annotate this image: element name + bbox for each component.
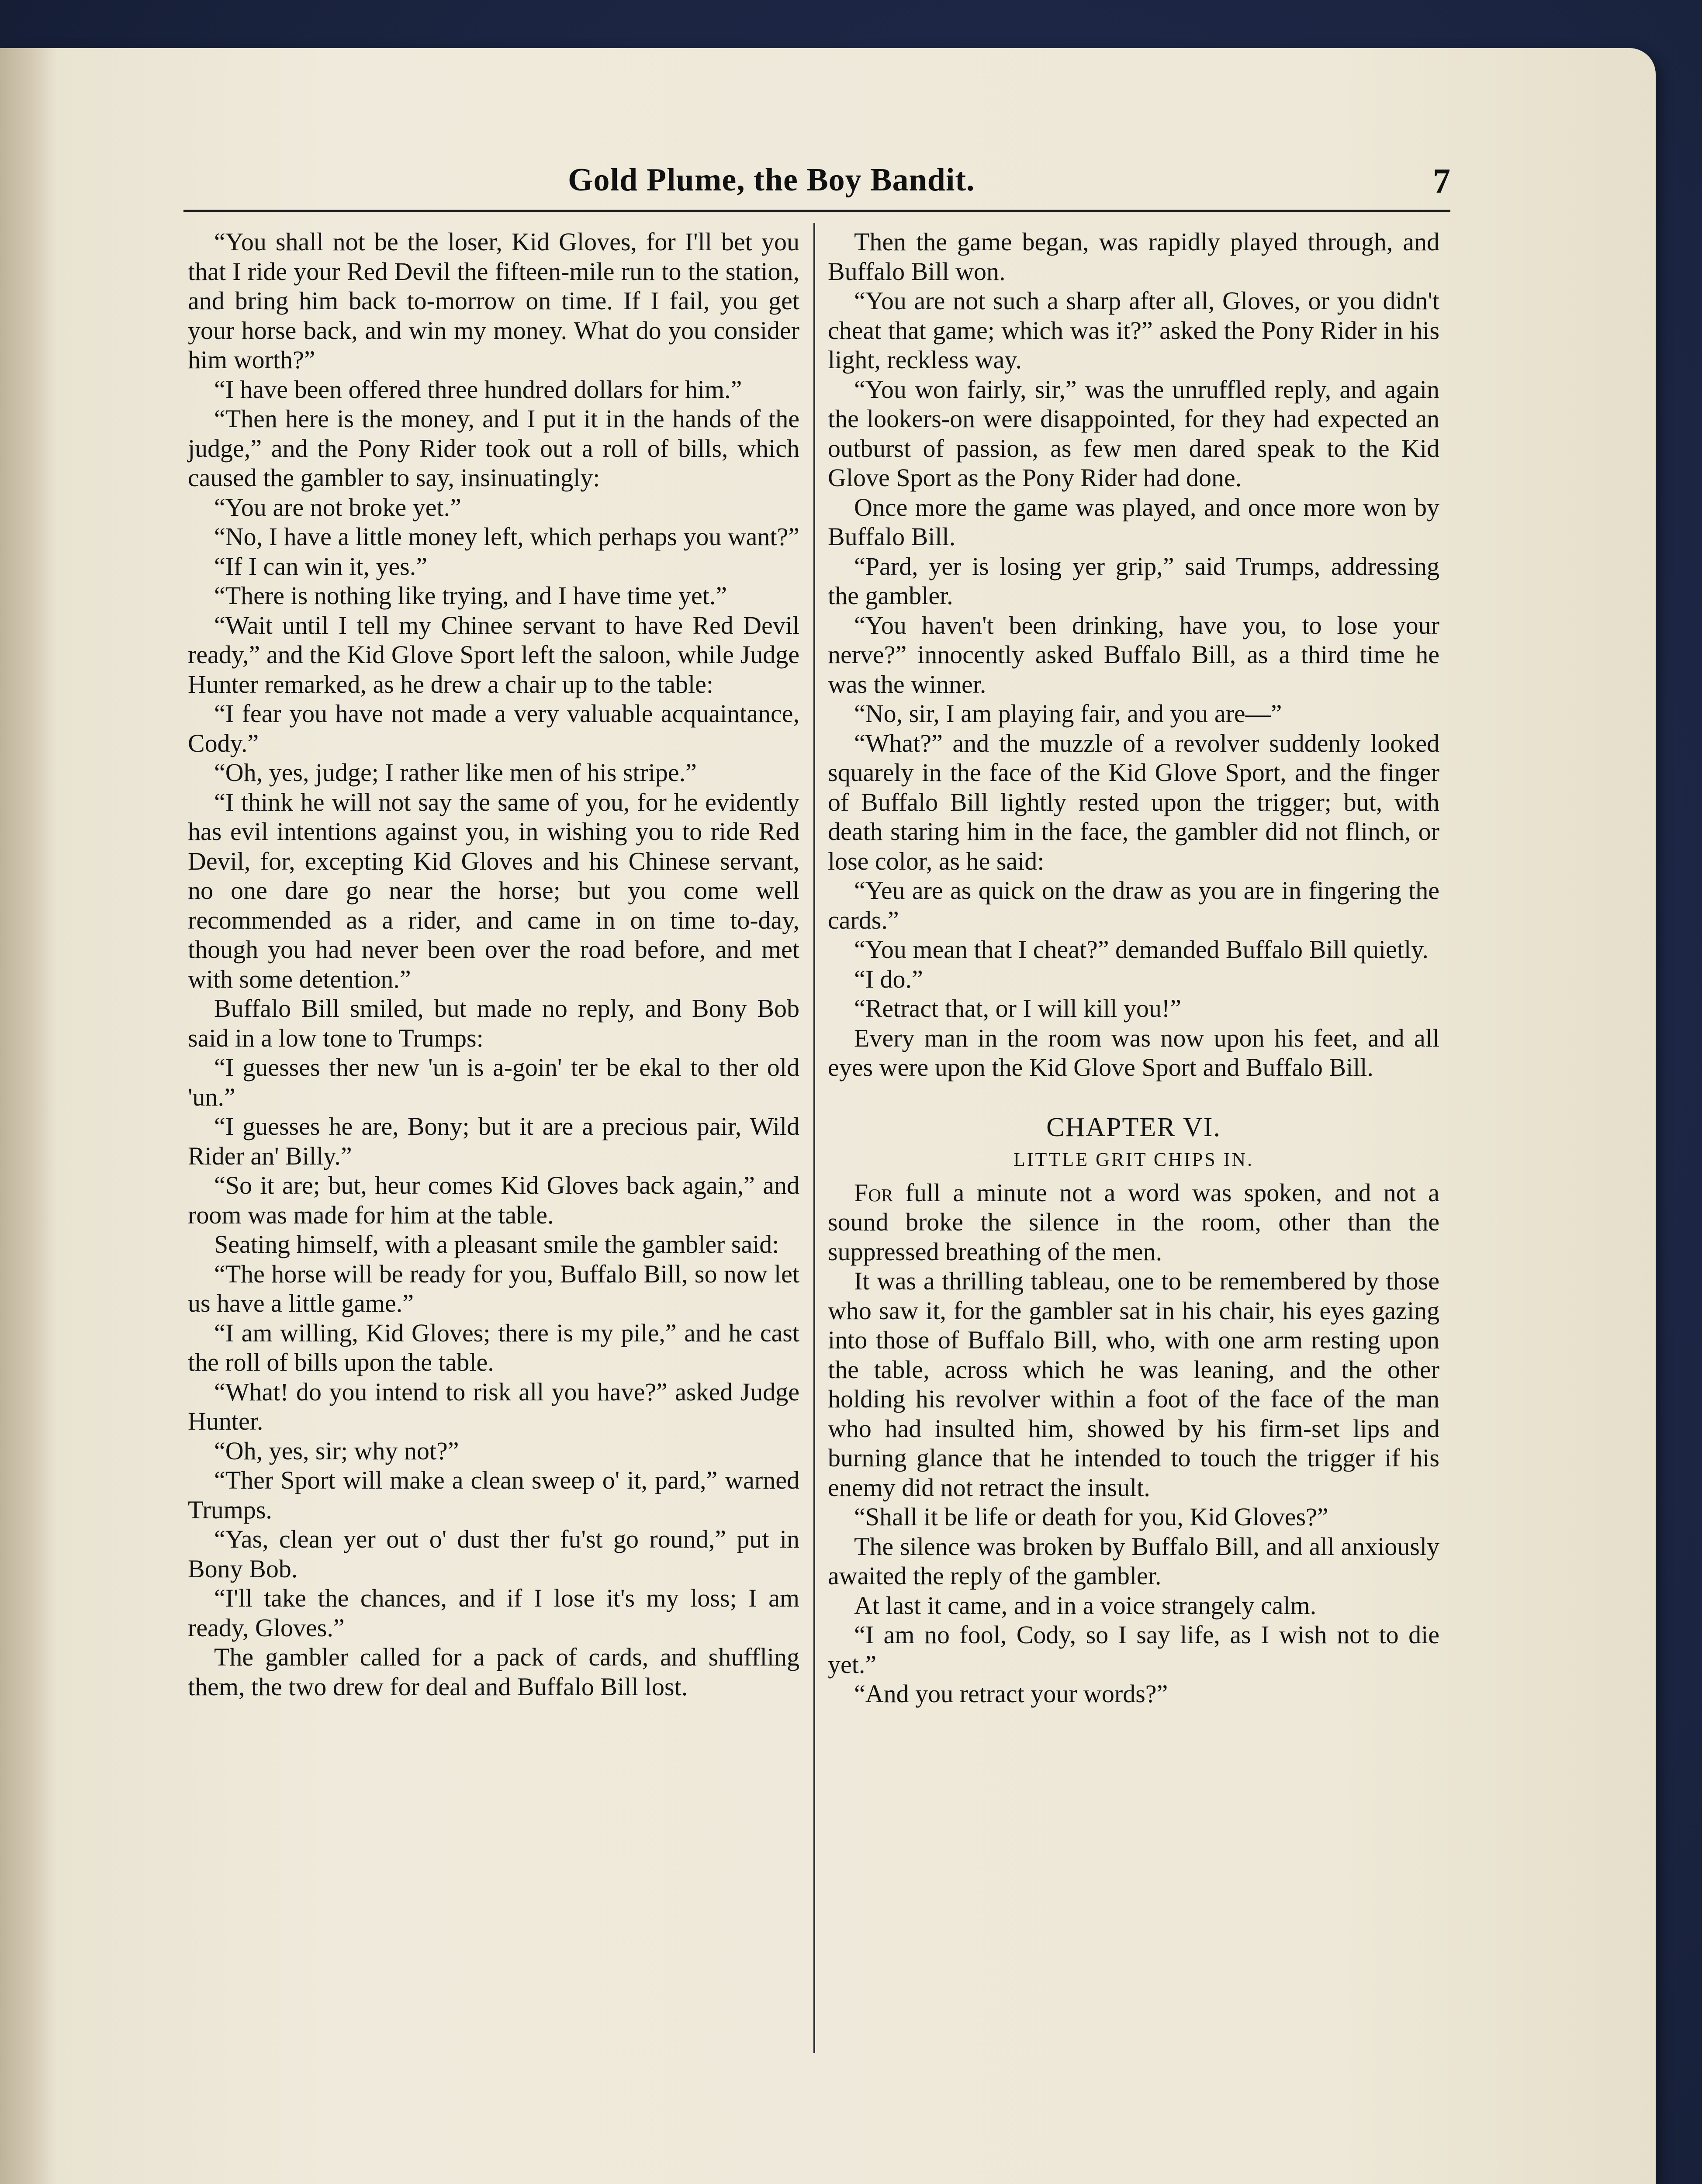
column-divider xyxy=(813,223,815,2053)
paragraph: “Shall it be life or death for you, Kid Gloves?” xyxy=(854,1503,1328,1531)
paragraph: “So it are; but, heur comes Kid Gloves back again,” and room was made for him at the table. xyxy=(188,1171,799,1229)
paragraph: “Oh, yes, sir; why not?” xyxy=(214,1436,459,1465)
paragraph: “Then here is the money, and I put it in the hands of the judge,” and the Pony Rider took out a roll of bills, which caused the gambler to say, insinuatingly: xyxy=(188,404,799,492)
paragraph: “I am no fool, Cody, so I say life, as I wish not to die yet.” xyxy=(828,1621,1439,1679)
paragraph: Then the game began, was rapidly played through, and Buffalo Bill won. xyxy=(828,228,1439,286)
paragraph: “Yas, clean yer out o' dust ther fu'st go round,” put in Bony Bob. xyxy=(188,1525,799,1583)
left-column xyxy=(188,227,799,1701)
paragraph: “No, sir, I am playing fair, and you are—” xyxy=(854,699,1282,728)
paragraph: “I am willing, Kid Gloves; there is my pile,” and he cast the roll of bills upon the table. xyxy=(188,1318,799,1376)
paragraph: “And you retract your words?” xyxy=(854,1679,1168,1708)
paragraph: Every man in the room was now upon his feet, and all eyes were upon the Kid Glove Sport and Buffalo Bill. xyxy=(828,1023,1439,1082)
paragraph: “You are not broke yet.” xyxy=(214,493,461,522)
paragraph: “I'll take the chances, and if I lose it's my loss; I am ready, Gloves.” xyxy=(188,1584,799,1642)
paragraph: “I think he will not say the same of you, for he evidently has evil intentions against you, in wishing you to ride Red Devil, for, excepting Kid Gloves and his Chinese servant, no one dare go near the horse; but you come well recommended as a rider, and came in on time to-day, though you had never been over the road before, and met with some detention.” xyxy=(188,788,799,993)
paragraph: “I do.” xyxy=(854,964,923,993)
paragraph: “I fear you have not made a very valuable acquaintance, Cody.” xyxy=(188,699,799,757)
paragraph: “Yeu are as quick on the draw as you are in fingering the cards.” xyxy=(828,876,1439,934)
paragraph: “Oh, yes, judge; I rather like men of his stripe.” xyxy=(214,758,697,787)
paragraph: “You haven't been drinking, have you, to lose your nerve?” innocently asked Buffalo Bill, as a third time he was the winner. xyxy=(828,611,1439,698)
chapter-heading: CHAPTER VI. xyxy=(1046,1112,1221,1142)
paragraph: “There is nothing like trying, and I have time yet.” xyxy=(214,581,727,610)
paragraph: “You are not such a sharp after all, Gloves, or you didn't cheat that game; which was it?” asked the Pony Rider in his light, reckless way. xyxy=(828,287,1439,374)
chapter-opening-text: full a minute not a word was spoken, and not a sound broke the silence in the room, other than the suppressed breathing of the men. xyxy=(828,1178,1439,1266)
paragraph: “Pard, yer is losing yer grip,” said Trumps, addressing the gambler. xyxy=(828,552,1439,610)
paragraph: “I guesses he are, Bony; but it are a precious pair, Wild Rider an' Billy.” xyxy=(188,1112,799,1170)
paragraph: “If I can win it, yes.” xyxy=(214,552,427,581)
paragraph: “Retract that, or I will kill you!” xyxy=(854,994,1181,1023)
paragraph: Buffalo Bill smiled, but made no reply, and Bony Bob said in a low tone to Trumps: xyxy=(188,994,799,1052)
paragraph: “The horse will be ready for you, Buffalo Bill, so now let us have a little game.” xyxy=(188,1259,799,1317)
paragraph: The gambler called for a pack of cards, and shuffling them, the two drew for deal and Buffalo Bill lost. xyxy=(188,1643,799,1701)
chapter-opening-paragraph xyxy=(828,1178,1439,1267)
paragraph: Once more the game was played, and once more won by Buffalo Bill. xyxy=(828,493,1439,551)
paragraph: “I guesses ther new 'un is a-goin' ter be ekal to ther old 'un.” xyxy=(188,1053,799,1111)
paragraph: Seating himself, with a pleasant smile the gambler said: xyxy=(214,1230,779,1258)
paragraph: “What?” and the muzzle of a revolver suddenly looked squarely in the face of the Kid Glove Sport, and the finger of Buffalo Bill lightly rested upon the trigger; but, with death staring him in the face, the gambler did not flinch, or lose color, as he said: xyxy=(828,729,1439,875)
chapter-subheading: LITTLE GRIT CHIPS IN. xyxy=(1013,1149,1254,1170)
paragraph: It was a thrilling tableau, one to be remembered by those who saw it, for the gambler sat in his chair, his eyes gazing into those of Buffalo Bill, who, with one arm resting upon the table, across which he was leaning, and the other holding his revolver within a foot of the face of the man who had insulted him, showed by his firm-set lips and burning glance that he intended to touch the trigger if his enemy did not retract the insult. xyxy=(828,1267,1439,1502)
chapter-first-word: For xyxy=(854,1178,893,1207)
paragraph: “No, I have a little money left, which perhaps you want?” xyxy=(214,522,799,551)
paragraph: “Ther Sport will make a clean sweep o' it, pard,” warned Trumps. xyxy=(188,1466,799,1524)
paragraph: At last it came, and in a voice strangely calm. xyxy=(854,1591,1317,1620)
paragraph: “You shall not be the loser, Kid Gloves, for I'll bet you that I ride your Red Devil the fifteen-mile run to the station, and bring him back to-morrow on time. If I fail, you get your horse back, and win my money. What do you consider him worth?” xyxy=(188,228,799,374)
paragraph: “You won fairly, sir,” was the unruffled reply, and again the lookers-on were disappointed, for they had expected an outburst of passion, as few men dared speak to the Kid Glove Sport as the Pony Rider had done. xyxy=(828,375,1439,492)
paragraph: The silence was broken by Buffalo Bill, and all anxiously awaited the reply of the gambler. xyxy=(828,1532,1439,1590)
page-header xyxy=(183,162,1450,212)
paragraph: “What! do you intend to risk all you have?” asked Judge Hunter. xyxy=(188,1377,799,1435)
paragraph: “I have been offered three hundred dollars for him.” xyxy=(214,375,742,404)
running-title: Gold Plume, the Boy Bandit. xyxy=(568,162,975,198)
right-column xyxy=(828,227,1439,1709)
paragraph: “You mean that I cheat?” demanded Buffalo Bill quietly. xyxy=(854,935,1429,964)
page-number: 7 xyxy=(1433,162,1450,200)
page-binding-stain xyxy=(0,48,57,2184)
paragraph: “Wait until I tell my Chinee servant to have Red Devil ready,” and the Kid Glove Sport left the saloon, while Judge Hunter remarked, as he drew a chair up to the table: xyxy=(188,611,799,698)
